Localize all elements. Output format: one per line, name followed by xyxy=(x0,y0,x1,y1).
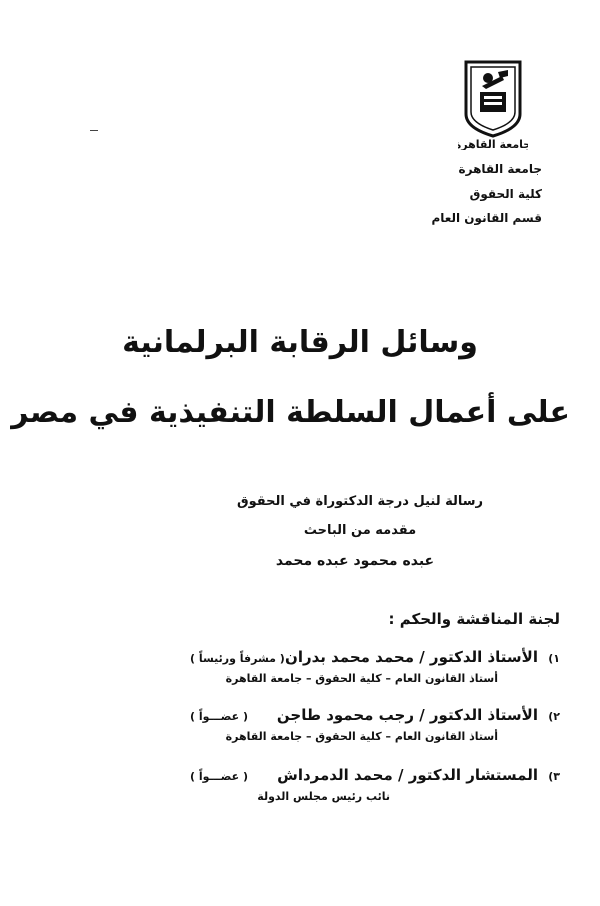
faculty-name: كلية الحقوق xyxy=(469,187,542,201)
member-number: ١) xyxy=(548,652,560,665)
thesis-title-line-1: وسائل الرقابة البرلمانية xyxy=(122,325,478,360)
thesis-purpose: رسالة لنيل درجة الدكتوراة في الحقوق xyxy=(236,494,484,509)
member-affiliation: أستاذ القانون العام – كلية الحقوق – جامعة القاهرة xyxy=(225,672,498,685)
member-role: ( مشرفاً ورئيساً ) xyxy=(190,652,285,665)
committee-heading: لجنة المناقشة والحكم : xyxy=(388,610,560,628)
member-role: ( عضـــواً ) xyxy=(190,770,249,783)
member-affiliation: نائب رئيس مجلس الدولة xyxy=(257,790,390,803)
member-role: ( عضـــواً ) xyxy=(190,710,249,723)
member-number: ٣) xyxy=(548,770,560,783)
thesis-title-line-2: على أعمال السلطة التنفيذية في مصر xyxy=(11,395,570,430)
committee-member xyxy=(60,766,560,803)
author-name: عبده محمود عبده محمد xyxy=(275,553,435,569)
logo-text: جامعة القاهرة xyxy=(458,138,528,150)
presented-by-label: مقدمه من الباحث xyxy=(303,523,417,538)
cairo-university-logo xyxy=(458,58,528,150)
committee-member xyxy=(60,648,560,685)
university-name: جامعة القاهرة xyxy=(458,162,542,176)
department-name: قسم القانون العام xyxy=(431,211,542,225)
member-number: ٢) xyxy=(548,710,560,723)
committee-member xyxy=(60,706,560,743)
member-name: الأستاذ الدكتور / رجب محمود طاجن xyxy=(276,706,538,724)
member-name: المستشار الدكتور / محمد الدمرداش xyxy=(277,766,538,784)
member-affiliation: أستاذ القانون العام – كلية الحقوق – جامعة القاهرة xyxy=(225,730,498,743)
scan-mark xyxy=(90,130,98,131)
member-name: الأستاذ الدكتور / محمد محمد بدران xyxy=(285,648,538,666)
cairo-university-seal-icon xyxy=(458,58,528,150)
